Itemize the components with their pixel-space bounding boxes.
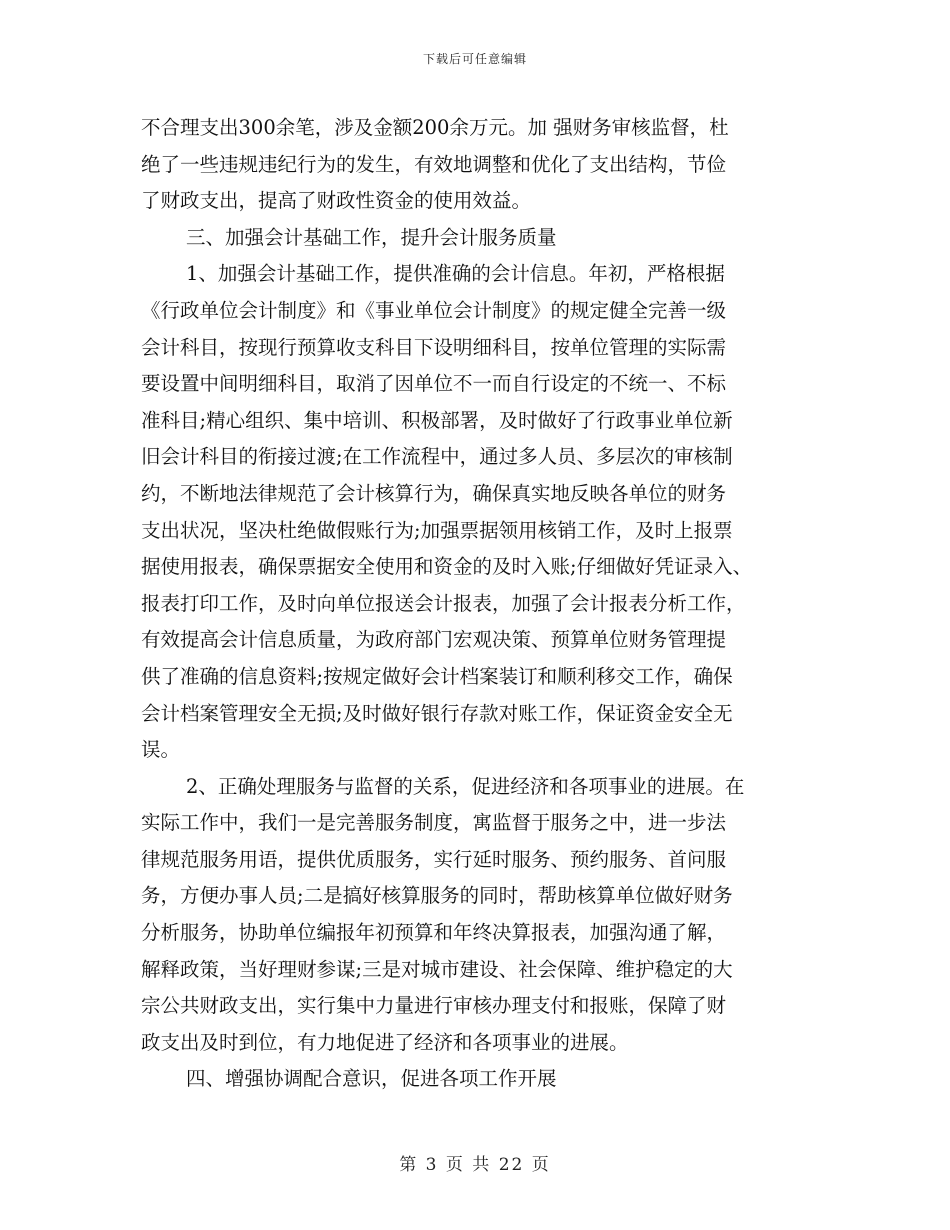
text-line: 绝了一些违规违纪行为的发生，有效地调整和优化了支出结构，节俭 [141,152,727,176]
document-body [141,110,811,1098]
text-line: 据使用报表，确保票据安全使用和资金的及时入账;仔细做好凭证录入、 [141,555,753,579]
text-line: 实际工作中，我们一是完善服务制度，寓监督于服务之中，进一步法 [141,811,727,835]
text-line: 1、加强会计基础工作，提供准确的会计信息。年初，严格根据 [186,262,725,286]
text-line: 务，方便办事人员;二是搞好核算服务的同时，帮助核算单位做好财务 [141,884,733,908]
text-line: 了财政支出，提高了财政性资金的使用效益。 [141,189,532,213]
text-line: 支出状况，坚决杜绝做假账行为;加强票据领用核销工作，及时上报票 [141,518,733,542]
text-line: 旧会计科目的衔接过渡;在工作流程中，通过多人员、多层次的审核制 [141,445,733,469]
text-line: 会计档案管理安全无损;及时做好银行存款对账工作，保证资金安全无 [141,701,733,725]
text-line: 会计科目，按现行预算收支科目下设明细科目，按单位管理的实际需 [141,335,727,359]
text-line: 宗公共财政支出，实行集中力量进行审核办理支付和报账，保障了财 [141,994,727,1018]
text-line: 报表打印工作，及时向单位报送会计报表，加强了会计报表分析工作， [141,591,746,615]
text-line: 三、加强会计基础工作，提升会计服务质量 [186,225,557,249]
text-line: 误。 [141,738,181,762]
text-line: 有效提高会计信息质量，为政府部门宏观决策、预算单位财务管理提 [141,628,727,652]
text-line: 四、增强协调配合意识，促进各项工作开展 [186,1067,557,1091]
page-header: 下载后可任意编辑 [422,52,527,66]
text-line: 《行政单位会计制度》和《事业单位会计制度》的规定健全完善一级 [141,298,727,322]
text-line: 准科目;精心组织、集中培训、积极部署，及时做好了行政事业单位新 [141,408,733,432]
text-line: 律规范服务用语，提供优质服务，实行延时服务、预约服务、首问服 [141,847,727,871]
text-line: 不合理支出300余笔，涉及金额200余万元。加 强财务审核监督，杜 [141,116,729,139]
text-line: 要设置中间明细科目，取消了因单位不一而自行设定的不统一、不标 [141,372,727,396]
text-line: 政支出及时到位，有力地促进了经济和各项事业的进展。 [141,1030,629,1054]
text-line: 分析服务，协助单位编报年初预算和年终决算报表，加强沟通了解， [141,921,727,945]
text-line: 解释政策，当好理财参谋;三是对城市建设、社会保障、维护稳定的大 [141,957,733,981]
page-footer: 第 3 页 共 22 页 [399,1155,551,1175]
text-line: 供了准确的信息资料;按规定做好会计档案装订和顺利移交工作，确保 [141,664,733,688]
text-line: 约，不断地法律规范了会计核算行为，确保真实地反映各单位的财务 [141,481,727,505]
text-line: 2、正确处理服务与监督的关系，促进经济和各项事业的进展。在 [186,774,745,798]
